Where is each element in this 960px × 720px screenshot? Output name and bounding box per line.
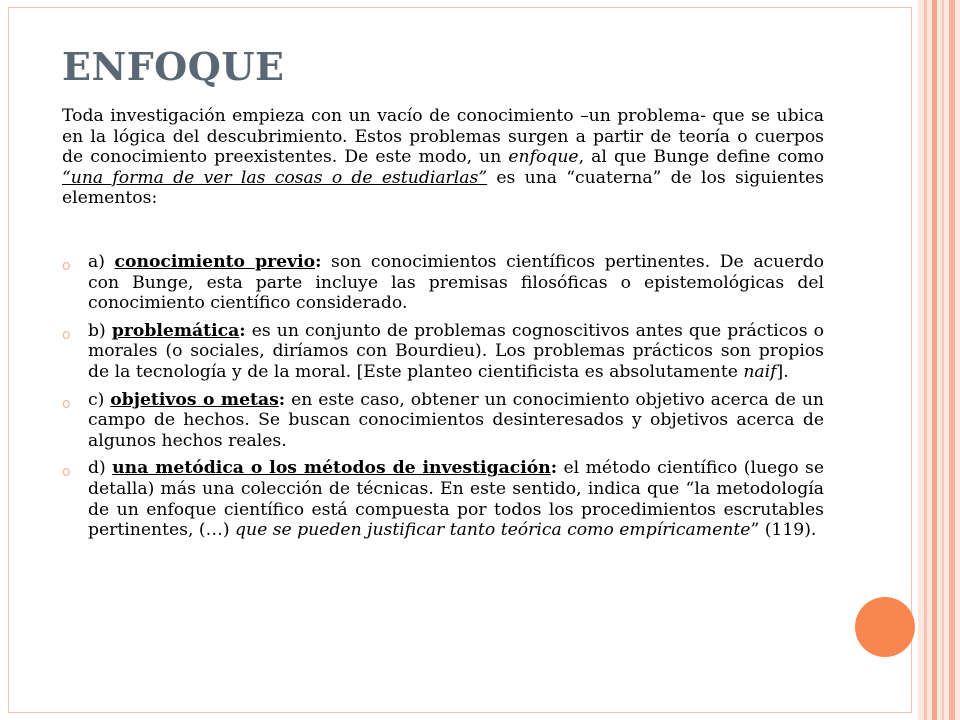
list-item bbox=[62, 252, 824, 314]
bullet-icon: o bbox=[62, 464, 71, 481]
item-term: una metódica o los métodos de investigación bbox=[112, 458, 551, 479]
item-colon: : bbox=[550, 458, 558, 479]
accent-circle bbox=[855, 597, 915, 657]
bunge-quote: “una forma de ver las cosas o de estudiarlas” bbox=[62, 167, 488, 188]
bullet-icon: o bbox=[62, 326, 71, 343]
item-term: problemática bbox=[111, 320, 240, 341]
item-italic: naif bbox=[743, 361, 777, 382]
item-text: son conocimientos científicos pertinentes. De acuerdo con Bunge, esta parte incluye las premisas filosóficas o epistemológicas del conocimiento científico considerado. bbox=[88, 252, 824, 314]
right-decor-band bbox=[918, 0, 960, 720]
bullet-icon: o bbox=[62, 258, 71, 274]
item-prefix: b) bbox=[88, 320, 112, 341]
list-item bbox=[62, 321, 824, 383]
item-italic: que se pueden justificar tanto teórica como empíricamente bbox=[235, 520, 751, 541]
item-after: ]. bbox=[776, 361, 789, 382]
intro-text-1: Toda investigación empieza con un vacío de conocimiento –un problema- que se ubica en la lógica del descubrimiento. Estos problemas surgen a partir de teoría o cuerpos de conocimiento preexistentes. De este modo, un bbox=[62, 106, 824, 168]
item-colon: : bbox=[315, 252, 322, 272]
item-prefix: c) bbox=[88, 389, 111, 410]
intro-paragraph bbox=[62, 106, 824, 209]
item-prefix: a) bbox=[88, 252, 115, 272]
item-prefix: d) bbox=[88, 458, 113, 479]
item-term: objetivos o metas bbox=[110, 389, 279, 410]
item-text: en este caso, obtener un conocimiento objetivo acerca de un campo de hechos. Se buscan conocimientos desinteresados y objetivos acerca de algunos hechos reales. bbox=[88, 389, 824, 451]
item-text: es un conjunto de problemas cognoscitivos antes que prácticos o morales (o sociales, diríamos con Bourdieu). Los problemas prácticos son propios de la tecnología y de la moral. [Este planteo cientificista es absolutamente bbox=[88, 320, 824, 382]
item-colon: : bbox=[278, 389, 286, 410]
bullet-icon: o bbox=[62, 395, 71, 412]
item-colon: : bbox=[239, 320, 246, 341]
intro-text-2: , al que Bunge define como bbox=[578, 147, 824, 168]
intro-text-3: es una “cuaterna” de los siguientes elementos: bbox=[62, 167, 824, 209]
list-item bbox=[62, 390, 824, 452]
decor-stripe bbox=[932, 0, 937, 720]
item-text: el método científico (luego se detalla) más una colección de técnicas. En este sentido, indica que “la metodología de un enfoque científico está compuesta por todos los procedimientos escrutables pertinentes, (…) bbox=[88, 458, 824, 541]
decor-stripe bbox=[949, 0, 955, 720]
decor-stripe bbox=[924, 0, 927, 720]
item-after: ” (119). bbox=[750, 520, 817, 541]
list-item bbox=[62, 458, 824, 540]
enfoque-term: enfoque bbox=[508, 147, 579, 168]
item-term: conocimiento previo bbox=[114, 252, 316, 272]
elements-list bbox=[62, 252, 824, 548]
decor-stripe bbox=[942, 0, 944, 720]
slide-title: ENFOQUE bbox=[62, 44, 285, 89]
